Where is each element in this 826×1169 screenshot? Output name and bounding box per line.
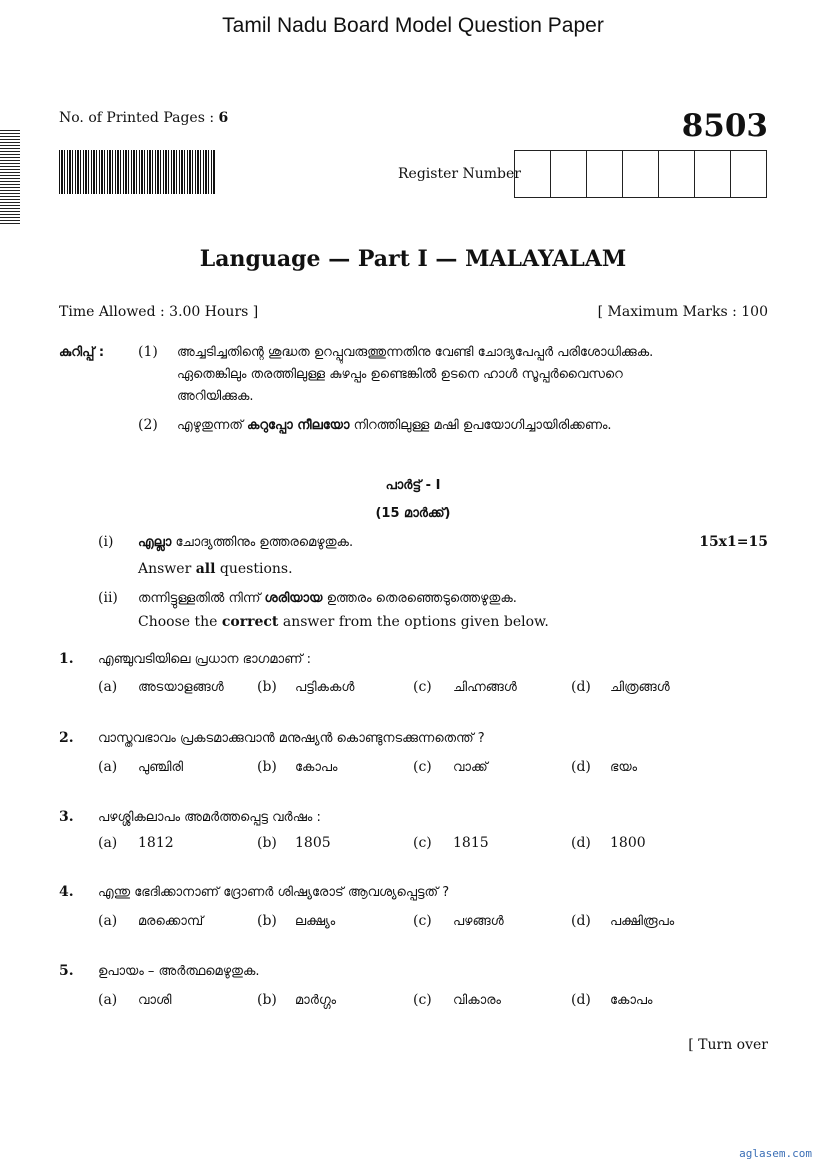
register-box — [731, 151, 766, 197]
register-number-label: Register Number — [398, 166, 521, 182]
instruction-ii-malayalam — [138, 591, 517, 606]
instruction-number-i: (i) — [98, 534, 114, 550]
instruction-ii-c: ഉത്തരം തെരഞ്ഞെടുത്തെഴുതുക. — [322, 591, 517, 606]
option-value: പക്ഷിരൂപം — [610, 914, 675, 929]
question-number: 3. — [59, 809, 74, 825]
option-value: 1800 — [610, 835, 646, 851]
register-number-boxes — [514, 150, 767, 198]
register-box — [623, 151, 659, 197]
option-value: മാർഗ്ഗം — [295, 993, 337, 1008]
note-text-2-c: നിറത്തിലുള്ള മഷി ഉപയോഗിച്ചായിരിക്കണം. — [349, 418, 612, 433]
option-value: ലക്ഷ്യം — [295, 914, 336, 929]
instruction-i-en-a: Answer — [138, 561, 196, 577]
note-text-2-a: എഴുതുന്നത് — [177, 418, 248, 433]
option-value: മരക്കൊമ്പ് — [138, 914, 204, 929]
option-label: (c) — [413, 759, 432, 775]
option-label: (a) — [98, 992, 118, 1008]
part-heading: പാർട്ട് - I — [385, 478, 441, 493]
instruction-ii-bold: ശരിയായ — [264, 591, 323, 606]
instruction-i-en-c: questions. — [215, 561, 293, 577]
option-label: (d) — [571, 835, 591, 851]
note-text-1-line-2: ഏതെങ്കിലും തരത്തിലുള്ള കുഴപ്പം ഉണ്ടെങ്കിൽ ഉടനെ ഹാൾ സൂപ്പർവൈസറെ — [177, 367, 623, 382]
paper-title: Language — Part I — MALAYALAM — [199, 246, 627, 272]
question-number: 1. — [59, 651, 74, 667]
instruction-ii-english — [138, 614, 549, 630]
option-label: (b) — [257, 759, 277, 775]
maximum-marks: [ Maximum Marks : 100 — [597, 304, 768, 320]
option-label: (b) — [257, 913, 277, 929]
register-box — [695, 151, 731, 197]
option-label: (c) — [413, 992, 432, 1008]
option-label: (a) — [98, 835, 118, 851]
option-value: ചിത്രങ്ങൾ — [610, 680, 670, 695]
note-text-1-line-1: അച്ചടിച്ചതിന്റെ ശുദ്ധത ഉറപ്പുവരുത്തുന്നതിനു വേണ്ടി ചോദ്യപേപ്പർ പരിശോധിക്കുക. — [177, 345, 654, 360]
instruction-ii-en-a: Choose the — [138, 614, 222, 630]
note-label: കുറിപ്പ് : — [59, 345, 105, 360]
register-box — [551, 151, 587, 197]
note-text-2 — [177, 418, 612, 433]
footer-watermark: aglasem.com — [739, 1147, 812, 1160]
printed-pages-count: 6 — [218, 110, 229, 126]
register-box — [659, 151, 695, 197]
option-label: (d) — [571, 759, 591, 775]
barcode — [59, 150, 215, 194]
instruction-ii-a: തന്നിട്ടുള്ളതിൽ നിന്ന് — [138, 591, 265, 606]
option-value: വികാരം — [453, 993, 501, 1008]
note-text-2-bold: കറുപ്പോ നീലയോ — [247, 418, 350, 433]
note-text-1-line-3: അറിയിക്കുക. — [177, 389, 254, 404]
paper-code: 8503 — [681, 108, 768, 144]
option-value: കോപം — [610, 993, 653, 1008]
option-label: (c) — [413, 835, 432, 851]
option-value: പട്ടികകൾ — [295, 680, 355, 695]
instruction-i-english — [138, 561, 293, 577]
register-box — [587, 151, 623, 197]
question-text: ഉപായം – അർത്ഥമെഴുതുക. — [98, 964, 260, 979]
note-number-2: (2) — [138, 417, 158, 433]
option-label: (a) — [98, 679, 118, 695]
turn-over: [ Turn over — [688, 1037, 768, 1053]
option-value: ഭയം — [610, 760, 638, 775]
instruction-i-en-bold: all — [195, 561, 216, 577]
question-text: വാസ്തവഭാവം പ്രകടമാക്കുവാൻ മനുഷ്യൻ കൊണ്ടുനടക്കുന്നതെന്ത് ? — [98, 731, 485, 746]
instruction-i-malayalam — [138, 535, 353, 550]
option-value: വാശി — [138, 993, 172, 1008]
option-value: അടയാളങ്ങൾ — [138, 680, 224, 695]
option-value: കോപം — [295, 760, 338, 775]
option-label: (a) — [98, 759, 118, 775]
option-value: 1805 — [295, 835, 331, 851]
instruction-i-rest: ചോദ്യത്തിനും ഉത്തരമെഴുതുക. — [171, 535, 354, 550]
option-label: (b) — [257, 992, 277, 1008]
option-label: (c) — [413, 913, 432, 929]
time-allowed: Time Allowed : 3.00 Hours ] — [59, 304, 259, 320]
option-label: (c) — [413, 679, 432, 695]
option-value: 1812 — [138, 835, 174, 851]
option-label: (b) — [257, 835, 277, 851]
option-label: (d) — [571, 992, 591, 1008]
printed-pages-label: No. of Printed Pages : — [59, 110, 219, 126]
printed-pages — [59, 110, 228, 126]
part-marks: (15 മാർക്ക്) — [375, 506, 451, 521]
instruction-ii-en-bold: correct — [221, 614, 279, 630]
question-text: പഴശ്ശികലാപം അമർത്തപ്പെട്ട വർഷം : — [98, 810, 321, 825]
option-value: ചിഹ്നങ്ങൾ — [453, 680, 517, 695]
question-text: എഞ്ചുവടിയിലെ പ്രധാന ഭാഗമാണ് : — [98, 652, 312, 667]
register-box — [515, 151, 551, 197]
edge-barcode — [0, 130, 20, 226]
option-value: പുഞ്ചിരി — [138, 760, 184, 775]
option-label: (d) — [571, 679, 591, 695]
question-number: 2. — [59, 730, 74, 746]
instruction-score: 15x1=15 — [699, 534, 768, 550]
option-value: പഴങ്ങൾ — [453, 914, 504, 929]
option-label: (b) — [257, 679, 277, 695]
option-value: 1815 — [453, 835, 489, 851]
question-number: 5. — [59, 963, 74, 979]
page-banner: Tamil Nadu Board Model Question Paper — [222, 14, 604, 37]
instruction-number-ii: (ii) — [98, 590, 118, 606]
note-number-1: (1) — [138, 344, 158, 360]
instruction-ii-en-c: answer from the options given below. — [278, 614, 549, 630]
option-label: (a) — [98, 913, 118, 929]
option-label: (d) — [571, 913, 591, 929]
question-text: എന്തു ഭേദിക്കാനാണ് ദ്രോണർ ശിഷ്യരോട് ആവശ്യപ്പെട്ടത് ? — [98, 885, 450, 900]
instruction-i-bold: എല്ലാ — [138, 535, 172, 550]
question-number: 4. — [59, 884, 74, 900]
option-value: വാക്ക് — [453, 760, 488, 775]
